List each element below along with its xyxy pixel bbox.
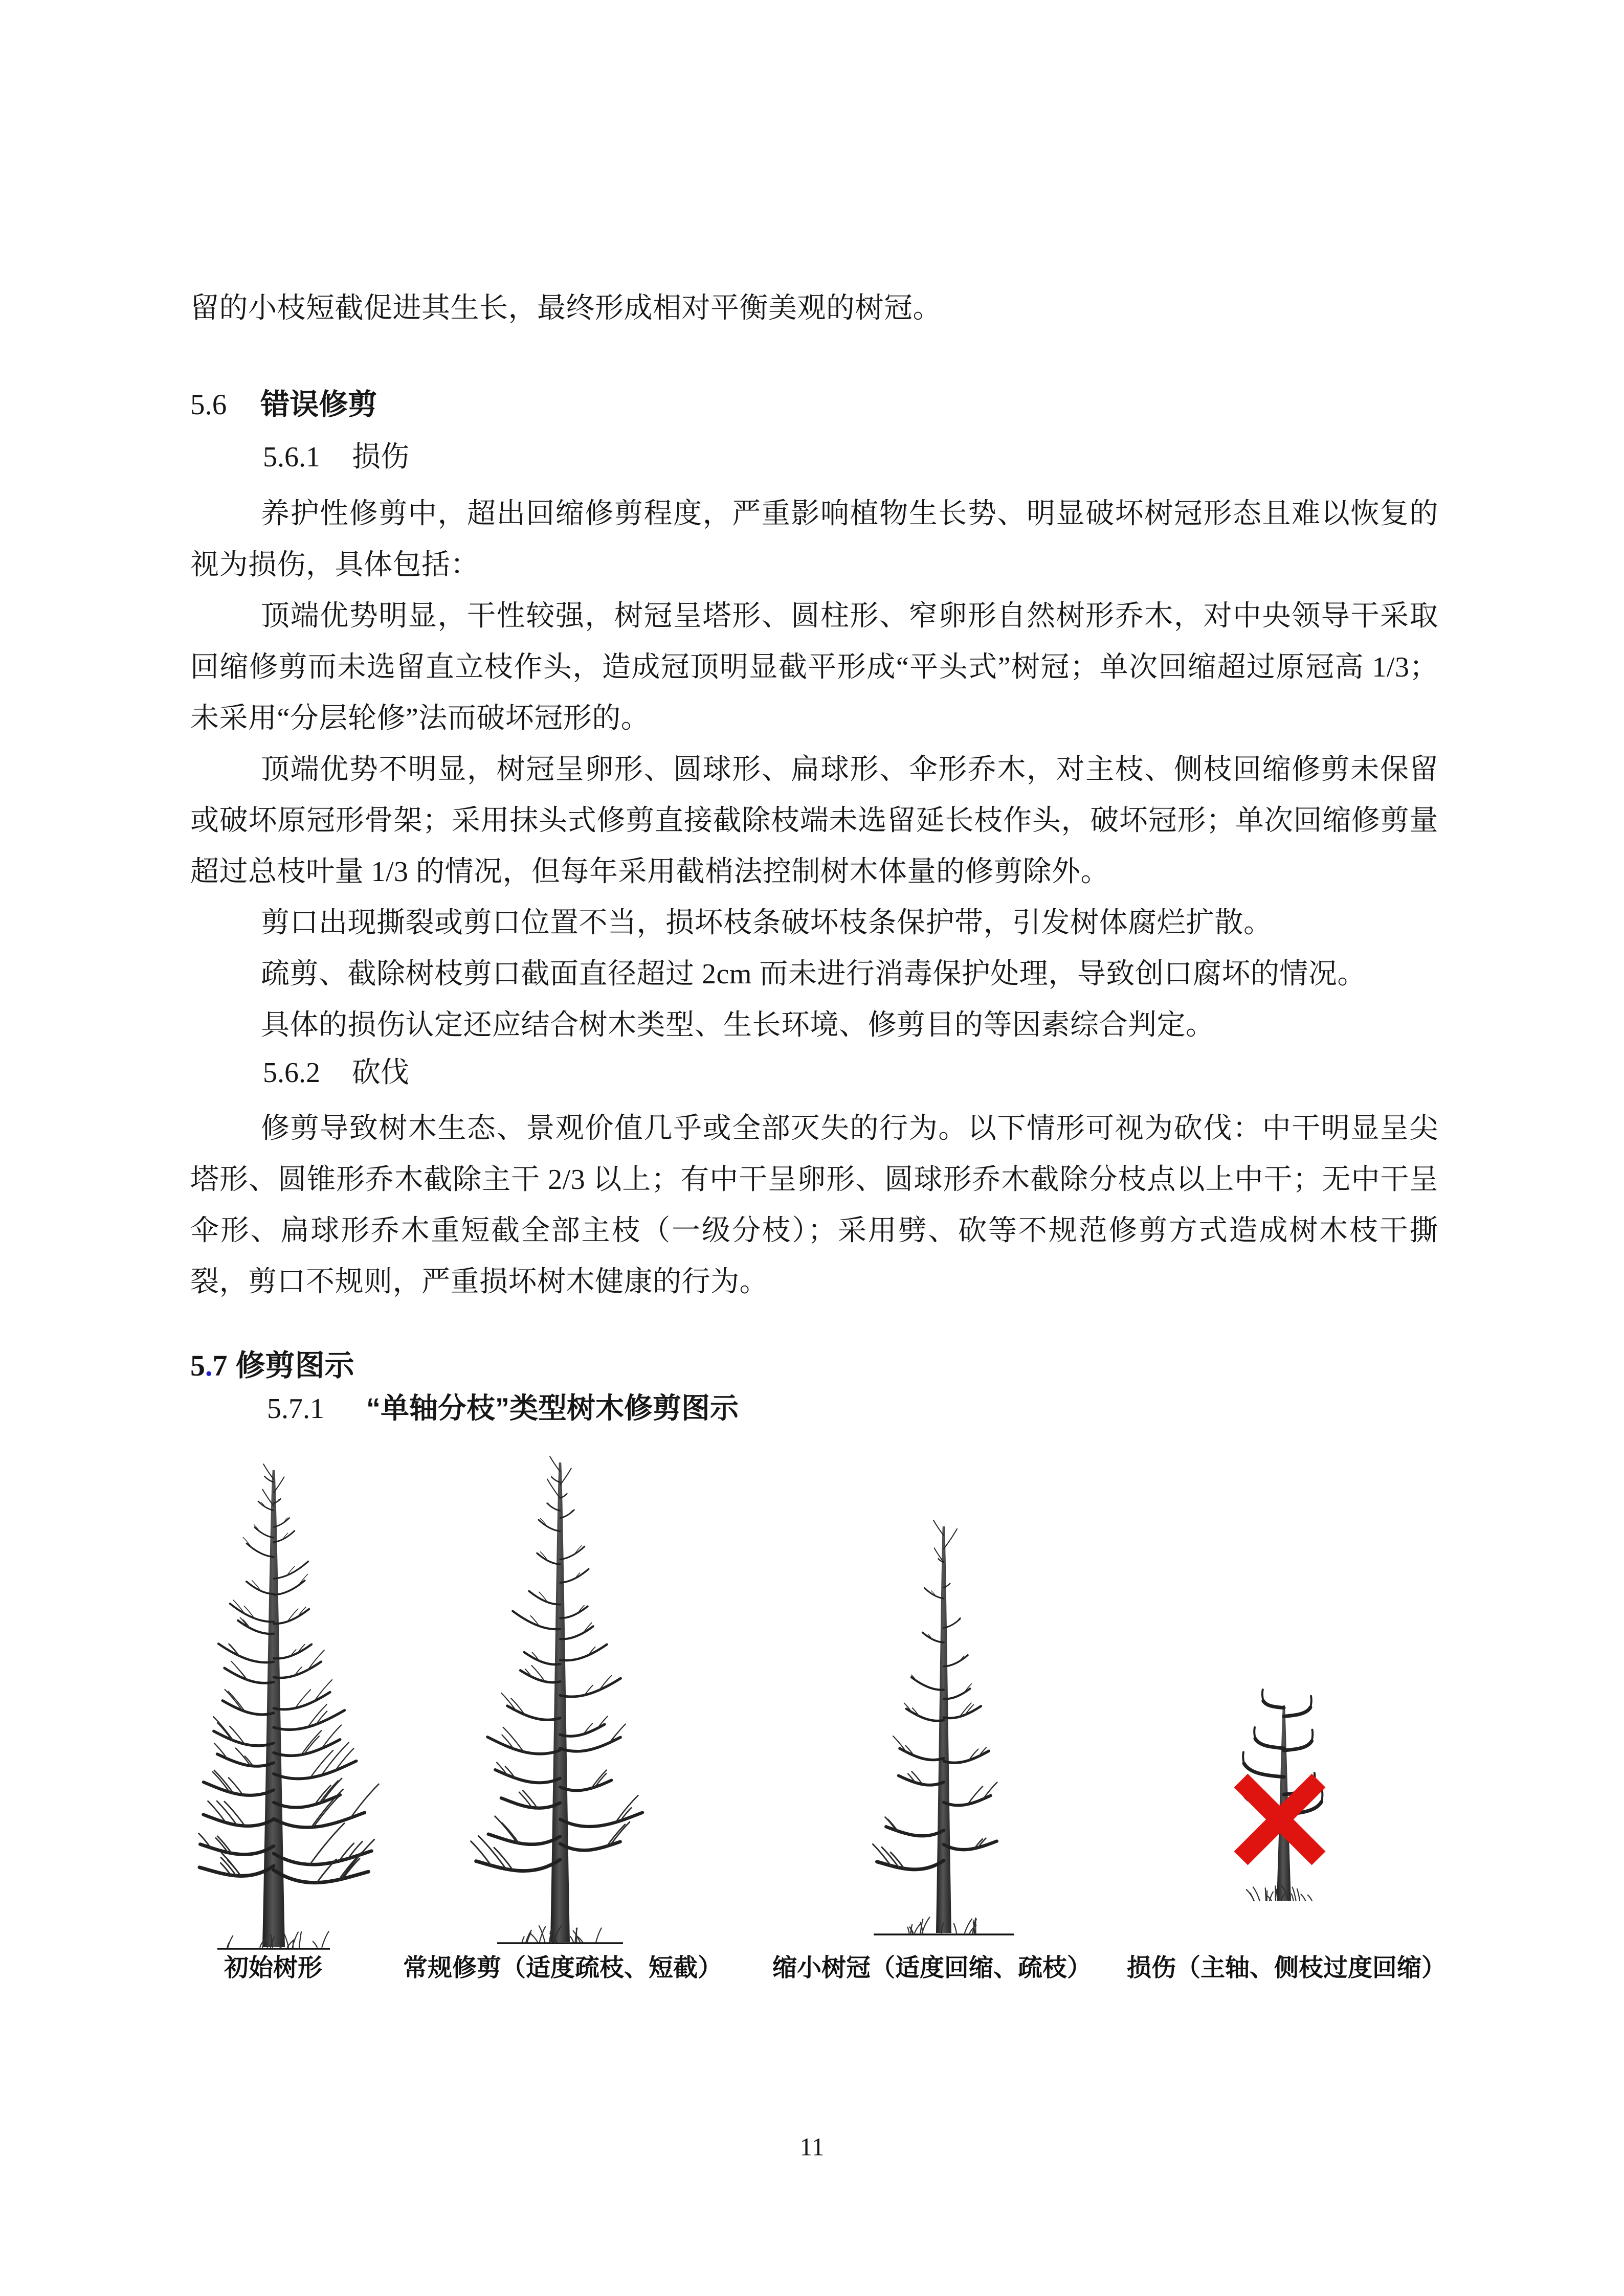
- page-number: 11: [799, 2132, 825, 2161]
- paragraph-damage-2: 顶端优势明显，干性较强，树冠呈塔形、圆柱形、窄卵形自然树形乔木，对中央领导干采取回缩修剪而未选留直立枝作头，造成冠顶明显截平形成“平头式”树冠；单次回缩超过原冠高 1/3；未采用“分层轮修”法而破坏冠形的。: [190, 600, 1438, 734]
- heading-5-6-1-number: 5.6.1: [263, 441, 320, 473]
- paragraph-damage-3: 顶端优势不明显，树冠呈卵形、圆球形、扁球形、伞形乔木，对主枝、侧枝回缩修剪未保留或破坏原冠形骨架；采用抹头式修剪直接截除枝端未选留延长枝作头，破坏冠形；单次回缩修剪量超过总枝叶量 1/3 的情况，但每年采用截梢法控制树木体量的修剪除外。: [190, 754, 1438, 888]
- heading-5-6: [190, 384, 377, 426]
- heading-5-7-1: [190, 1387, 739, 1430]
- heading-5-6-2: [190, 1052, 409, 1094]
- heading-5-7-title: 修剪图示: [235, 1349, 354, 1382]
- tree-reduced-crown: [873, 1520, 1014, 1934]
- paragraph-damage-6: 具体的损伤认定还应结合树木类型、生长环境、修剪目的等因素综合判定。: [261, 1009, 1215, 1041]
- tree-initial: [199, 1464, 379, 1949]
- heading-5-6-2-title: 砍伐: [352, 1057, 409, 1089]
- heading-5-6-2-number: 5.6.2: [263, 1057, 320, 1089]
- heading-5-7: [190, 1345, 354, 1387]
- paragraph-damage-5: 疏剪、截除树枝剪口截面直径超过 2cm 而未进行消毒保护处理，导致创口腐坏的情况。: [261, 958, 1366, 990]
- heading-5-7-dot: .: [205, 1349, 213, 1382]
- intro-paragraph: 留的小枝短截促进其生长，最终形成相对平衡美观的树冠。: [190, 292, 942, 324]
- figure-caption-initial: 初始树形: [224, 1954, 323, 1982]
- figure-caption-regular: 常规修剪（适度疏枝、短截）: [403, 1954, 723, 1982]
- figure-caption-damaged: 损伤（主轴、侧枝过度回缩）: [1126, 1954, 1447, 1982]
- heading-5-7-number: 5.7: [190, 1349, 228, 1382]
- heading-5-6-1-title: 损伤: [352, 441, 409, 473]
- heading-5-7-1-title: “单轴分枝”类型树木修剪图示: [366, 1392, 739, 1424]
- tree-regular-pruned: [471, 1456, 642, 1943]
- paragraph-damage-4: 剪口出现撕裂或剪口位置不当，损坏枝条破坏枝条保护带，引发树体腐烂扩散。: [261, 907, 1273, 939]
- paragraph-felling-1: 修剪导致树木生态、景观价值几乎或全部灭失的行为。以下情形可视为砍伐：中干明显呈尖塔形、圆锥形乔木截除主干 2/3 以上；有中干呈卵形、圆球形乔木截除分枝点以上中干；无中干呈伞形、扁球形乔木重短截全部主枝（一级分枝）；采用劈、砍等不规范修剪方式造成树木枝干撕裂，剪口不规则，严重损坏树木健康的行为。: [190, 1113, 1438, 1298]
- figure-caption-reduced: 缩小树冠（适度回缩、疏枝）: [772, 1954, 1092, 1982]
- heading-5-6-title: 错误修剪: [260, 388, 377, 421]
- heading-5-6-number: 5.6: [190, 389, 227, 421]
- paragraph-damage-1: 养护性修剪中，超出回缩修剪程度，严重影响植物生长势、明显破坏树冠形态且难以恢复的视为损伤，具体包括：: [190, 498, 1438, 581]
- heading-5-6-1: [190, 436, 409, 478]
- pruning-diagram-figure: [153, 1452, 1483, 1956]
- heading-5-7-1-number: 5.7.1: [267, 1393, 324, 1425]
